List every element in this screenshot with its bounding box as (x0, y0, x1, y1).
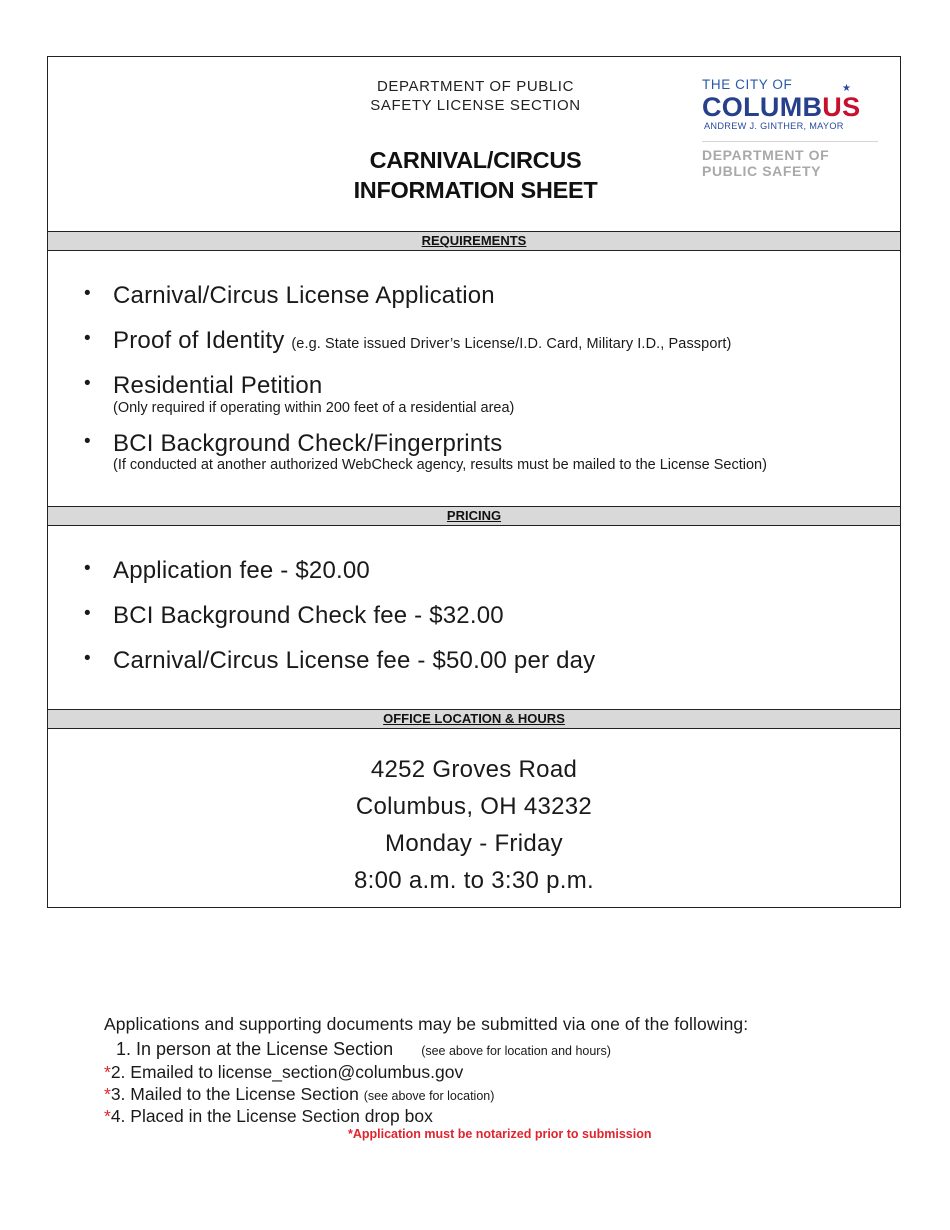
office-address-line-2: Columbus, OH 43232 (355, 793, 593, 820)
bullet-icon: • (84, 558, 91, 579)
submission-option: *2. Emailed to license_section@columbus.gov (104, 1062, 464, 1082)
price-item: Carnival/Circus License fee - $50.00 per day (113, 647, 596, 674)
office-days: Monday - Friday (385, 830, 563, 857)
requirement-note: (e.g. State issued Driver’s License/I.D. Card, Military I.D., Passport) (291, 336, 732, 352)
submission-note: (see above for location and hours) (421, 1044, 611, 1058)
bullet-icon: • (84, 431, 91, 452)
title-line-2: INFORMATION SHEET (353, 177, 598, 203)
logo-mayor: ANDREW J. GINTHER, MAYOR (704, 121, 844, 131)
office-address-line-1: 4252 Groves Road (370, 756, 578, 783)
bullet-icon: • (84, 603, 91, 624)
page-title (318, 145, 633, 205)
requirement-label: Residential Petition (113, 372, 323, 399)
office-hours: 8:00 a.m. to 3:30 p.m. (353, 867, 595, 894)
submission-option: *3. Mailed to the License Section (see above for location) (104, 1084, 495, 1104)
requirements-heading: REQUIREMENTS (48, 231, 900, 251)
asterisk-icon: * (104, 1106, 111, 1126)
pricing-heading: PRICING (48, 506, 900, 526)
office-heading: OFFICE LOCATION & HOURS (48, 709, 900, 729)
sheet-header (48, 57, 900, 231)
bullet-icon: • (84, 648, 91, 669)
logo-department: DEPARTMENT OF PUBLIC SAFETY (702, 147, 830, 179)
requirement-label: BCI Background Check/Fingerprints (113, 430, 503, 457)
bullet-icon: • (84, 328, 91, 349)
requirement-label: Proof of Identity (e.g. State issued Driver’s License/I.D. Card, Military I.D., Passport) (113, 327, 732, 354)
requirement-note: (Only required if operating within 200 feet of a residential area) (113, 400, 515, 416)
requirement-note: (If conducted at another authorized WebCheck agency, results must be mailed to the License Section) (113, 457, 767, 473)
office-info (48, 751, 900, 899)
asterisk-icon: * (104, 1084, 111, 1104)
star-icon: ★ (842, 83, 851, 94)
bullet-icon: • (84, 373, 91, 394)
asterisk-icon: * (104, 1062, 111, 1082)
logo-city-label: THE CITY OF (702, 77, 793, 92)
logo-divider (702, 141, 878, 142)
columbus-logo (702, 77, 887, 187)
department-line-2: SAFETY LICENSE SECTION (370, 97, 581, 114)
price-item: Application fee - $20.00 (113, 557, 370, 584)
price-item: BCI Background Check fee - $32.00 (113, 602, 504, 629)
submission-intro: Applications and supporting documents may be submitted via one of the following: (104, 1014, 749, 1034)
info-sheet (47, 56, 901, 908)
logo-city-name: COLUMBUS (702, 92, 861, 122)
title-line-1: CARNIVAL/CIRCUS (369, 147, 582, 173)
submission-option: 1. In person at the License Section (see above for location and hours) (116, 1039, 611, 1059)
requirement-label: Carnival/Circus License Application (113, 282, 495, 309)
submission-option: *4. Placed in the License Section drop box (104, 1106, 433, 1126)
department-line-1: DEPARTMENT OF PUBLIC (376, 78, 575, 95)
bullet-icon: • (84, 283, 91, 304)
submission-note: (see above for location) (363, 1089, 495, 1103)
notarization-footnote: *Application must be notarized prior to submission (348, 1127, 652, 1141)
department-heading (348, 77, 603, 115)
